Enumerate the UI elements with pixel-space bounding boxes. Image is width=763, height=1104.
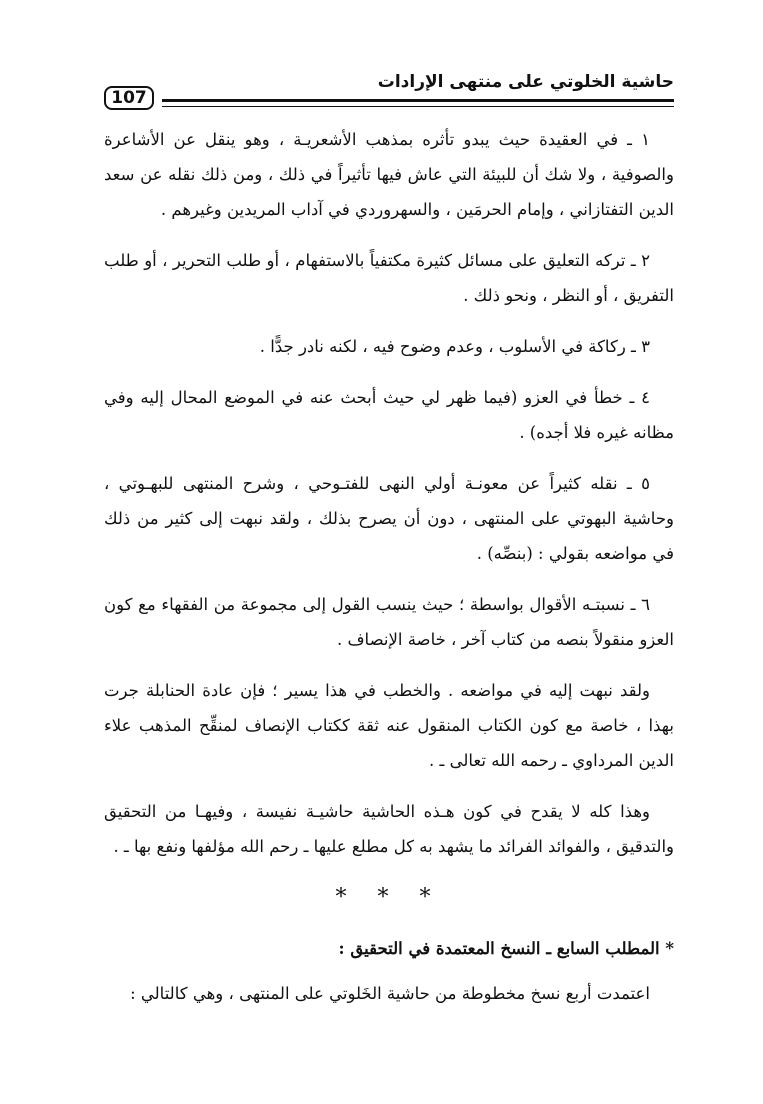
paragraph-7: ولقد نبهت إليه في مواضعه . والخطب في هذا يسير ؛ فإن عادة الحنابلة جرت بهذا ، خاصة مع كون الكتاب المنقول عنه ثقة ككتاب الإنصاف لمنقِّح المذهب علاء الدين المرداوي ـ رحمه الله تعالى ـ . [104, 681, 674, 770]
running-title: حاشية الخلوتي على منتهى الإرادات [377, 72, 674, 92]
header-rule-thick [162, 99, 674, 102]
paragraph-8: وهذا كله لا يقدح في كون هـذه الحاشية حاشيـة نفيسة ، وفيهـا من التحقيق والتدقيق ، والفوائد الفرائد ما يشهد به كل مطلع عليها ـ رحم الله مؤلفها ونفع بها ـ . [104, 802, 674, 856]
body-text [104, 122, 674, 1027]
paragraph-3: ٣ ـ ركاكة في الأسلوب ، وعدم وضوح فيه ، لكنه نادر جدًّا . [259, 337, 650, 356]
paragraph-6: ٦ ـ نسبتـه الأقوال بواسطة ؛ حيث ينسب القول إلى مجموعة من الفقهاء مع كون العزو منقولاً بنصه من كتاب آخر ، خاصة الإنصاف . [104, 595, 674, 649]
paragraph-2: ٢ ـ تركه التعليق على مسائل كثيرة مكتفياً بالاستفهام ، أو طلب التحرير ، أو طلب التفريق ، أو النظر ، ونحو ذلك . [104, 251, 674, 305]
section-heading: * المطلب السابع ـ النسخ المعتمدة في التحقيق : [338, 939, 674, 958]
section-separator: * * * [335, 885, 443, 910]
header-rule-thin [162, 106, 674, 107]
page-header [104, 70, 674, 114]
paragraph-4: ٤ ـ خطأ في العزو (فيما ظهر لي حيث أبحث عنه في الموضع المحال إليه وفي مظانه غيره فلا أجده) . [104, 388, 674, 442]
section-intro: اعتمدت أربع نسخ مخطوطة من حاشية الخَلوتي على المنتهى ، وهي كالتالي : [130, 984, 650, 1003]
page-number: 107 [104, 86, 154, 110]
paragraph-5: ٥ ـ نقله كثيراً عن معونـة أولي النهى للفتـوحي ، وشرح المنتهى للبهـوتي ، وحاشية البهوتي على المنتهى ، دون أن يصرح بذلك ، ولقد نبهت إلى كثير من ذلك في مواضعه بقولي : (بنصِّه) . [104, 474, 674, 563]
paragraph-1: ١ ـ في العقيدة حيث يبدو تأثره بمذهب الأشعريـة ، وهو ينقل عن الأشاعرة والصوفية ، ولا شك أن للبيئة التي عاش فيها تأثيراً في ذلك ، ومن ذلك نقله عن سعد الدين التفتازاني ، وإمام الحرمَين ، والسهروردي في آداب المريدين وغيرهم . [104, 130, 674, 219]
